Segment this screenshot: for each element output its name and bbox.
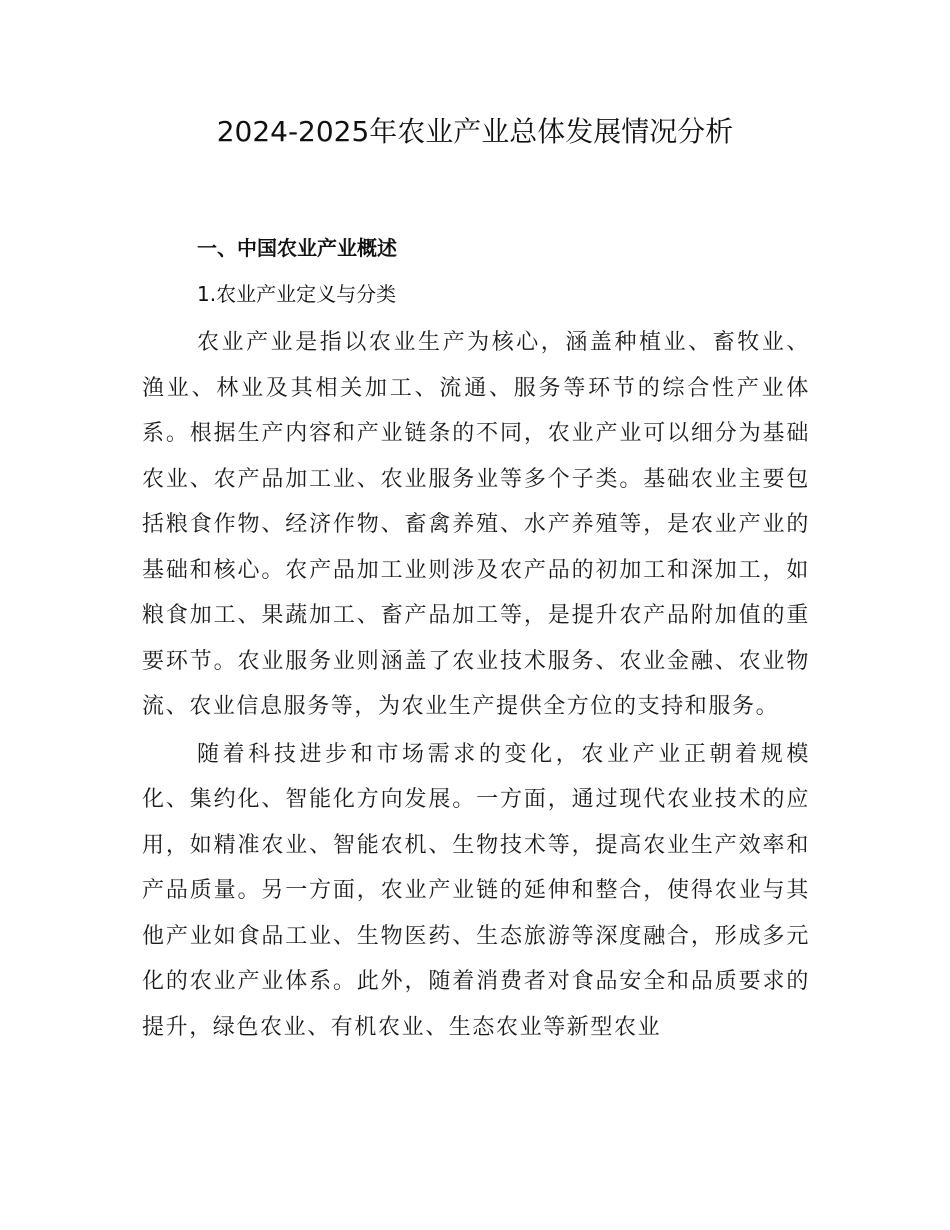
paragraph-definition: 农业产业是指以农业生产为核心，涵盖种植业、畜牧业、渔业、林业及其相关加工、流通、服务等环节的综合性产业体系。根据生产内容和产业链条的不同，农业产业可以细分为基础农业、农产品加工业、农业服务业等多个子类。基础农业主要包括粮食作物、经济作物、畜禽养殖、水产养殖等，是农业产业的基础和核心。农产品加工业则涉及农产品的初加工和深加工，如粮食加工、果蔬加工、畜产品加工等，是提升农产品附加值的重要环节。农业服务业则涵盖了农业技术服务、农业金融、农业物流、农业信息服务等，为农业生产提供全方位的支持和服务。 <box>142 330 810 719</box>
document-title: 2024-2025年农业产业总体发展情况分析 <box>216 115 734 148</box>
paragraph-development: 随着科技进步和市场需求的变化，农业产业正朝着规模化、集约化、智能化方向发展。一方面，通过现代农业技术的应用，如精准农业、智能农机、生物技术等，提高农业生产效率和产品质量。另一方面，农业产业链的延伸和整合，使得农业与其他产业如食品工业、生物医药、生态旅游等深度融合，形成多元化的农业产业体系。此外，随着消费者对食品安全和品质要求的提升，绿色农业、有机农业、生态农业等新型农业 <box>142 741 810 1040</box>
section-heading: 一、中国农业产业概述 <box>197 236 397 260</box>
subsection-heading: 1.农业产业定义与分类 <box>197 282 397 306</box>
document-body <box>142 228 810 1052</box>
